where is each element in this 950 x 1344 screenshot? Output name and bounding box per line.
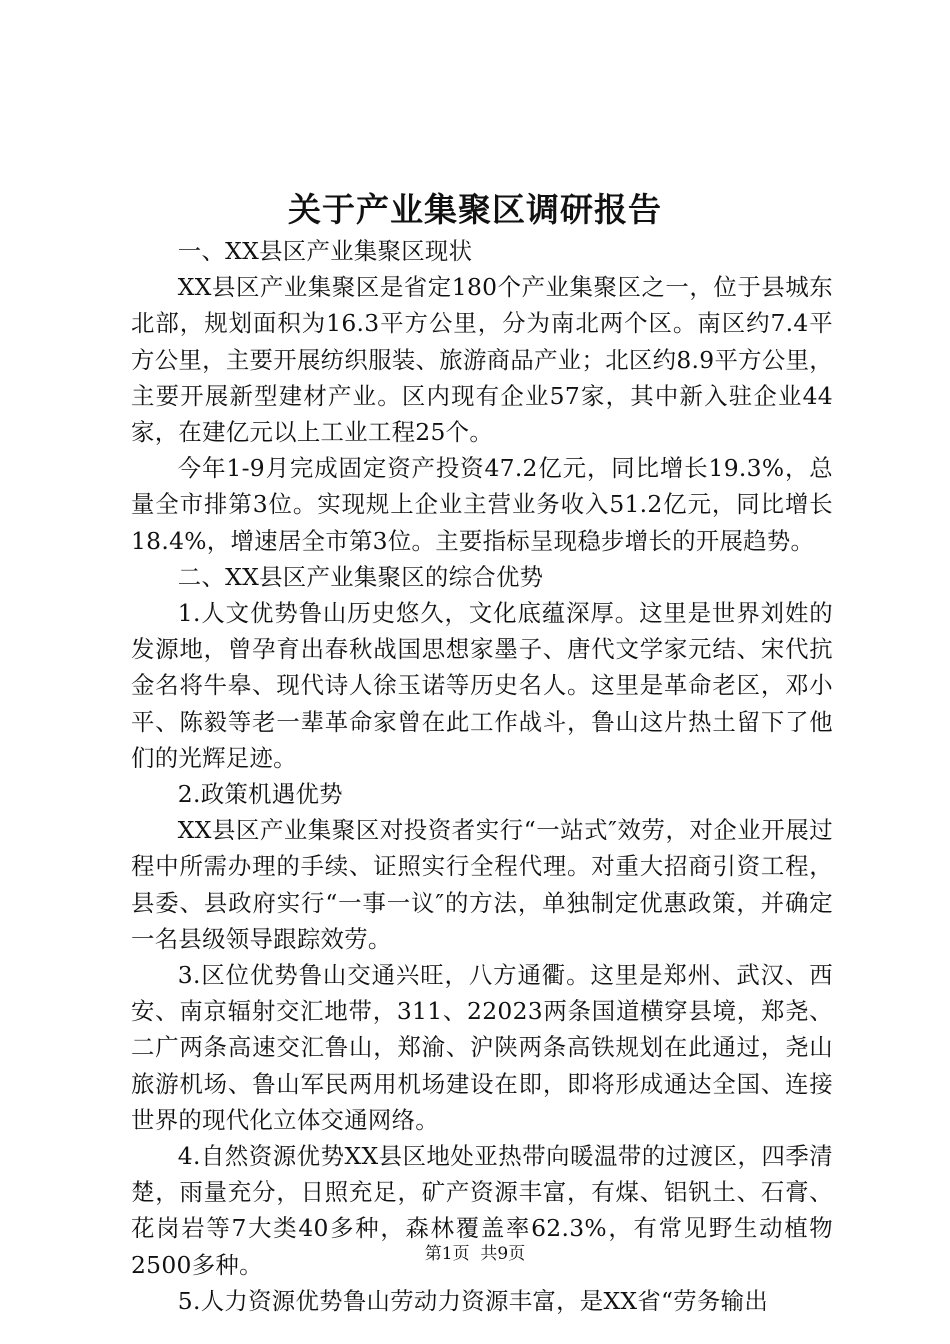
paragraph: 今年1-9月完成固定资产投资47.2亿元，同比增长19.3%，总量全市排第3位。实现规上企业主营业务收入51.2亿元，同比增长18.4%，增速居全市第3位。主要指标呈现稳步增长的开展趋势。 xyxy=(131,454,833,555)
paragraph: 5.人力资源优势鲁山劳动力资源丰富，是XX省“劳务输出 xyxy=(177,1286,769,1315)
paragraph: 3.区位优势鲁山交通兴旺，八方通衢。这里是郑州、武汉、西安、南京辐射交汇地带，311、22023两条国道横穿县境，郑尧、二广两条高速交汇鲁山，郑渝、沪陕两条高铁规划在此通过，尧山旅游机场、鲁山军民两用机场建设在即，即将形成通达全国、连接世界的现代化立体交通网络。 xyxy=(131,961,833,1134)
paragraph: XX县区产业集聚区对投资者实行“一站式″效劳，对企业开展过程中所需办理的手续、证照实行全程代理。对重大招商引资工程，县委、县政府实行“一事一议″的方法，单独制定优惠政策，并确定一名县级领导跟踪效劳。 xyxy=(131,816,833,953)
section-heading-2: 二、XX县区产业集聚区的综合优势 xyxy=(177,562,544,591)
document-body xyxy=(131,233,833,1319)
paragraph: XX县区产业集聚区是省定180个产业集聚区之一，位于县城东北部，规划面积为16.3平方公里，分为南北两个区。南区约7.4平方公里，主要开展纺织服装、旅游商品产业；北区约8.9平方公里，主要开展新型建材产业。区内现有企业57家，其中新入驻企业44家，在建亿元以上工业工程25个。 xyxy=(131,273,833,447)
document-title: 关于产业集聚区调研报告 xyxy=(288,190,662,229)
page-total: 共9页 xyxy=(480,1244,526,1264)
page-footer xyxy=(0,1242,950,1266)
paragraph: 1.人文优势鲁山历史悠久，文化底蕴深厚。这里是世界刘姓的发源地，曾孕育出春秋战国思想家墨子、唐代文学家元结、宋代抗金名将牛皋、现代诗人徐玉诺等历史名人。这里是革命老区，邓小平、陈毅等老一辈革命家曾在此工作战斗，鲁山这片热土留下了他们的光辉足迹。 xyxy=(131,599,833,772)
paragraph: 4.自然资源优势XX县区地处亚热带向暖温带的过渡区，四季清楚，雨量充分，日照充足，矿产资源丰富，有煤、铝钒土、石膏、花岗岩等7大类40多种，森林覆盖率62.3%，有常见野生动植物2500多种。 xyxy=(131,1142,833,1279)
section-heading-1: 一、XX县区产业集聚区现状 xyxy=(177,237,473,265)
subheading: 2.政策机遇优势 xyxy=(177,780,343,809)
page-number: 第1页 xyxy=(424,1244,470,1264)
